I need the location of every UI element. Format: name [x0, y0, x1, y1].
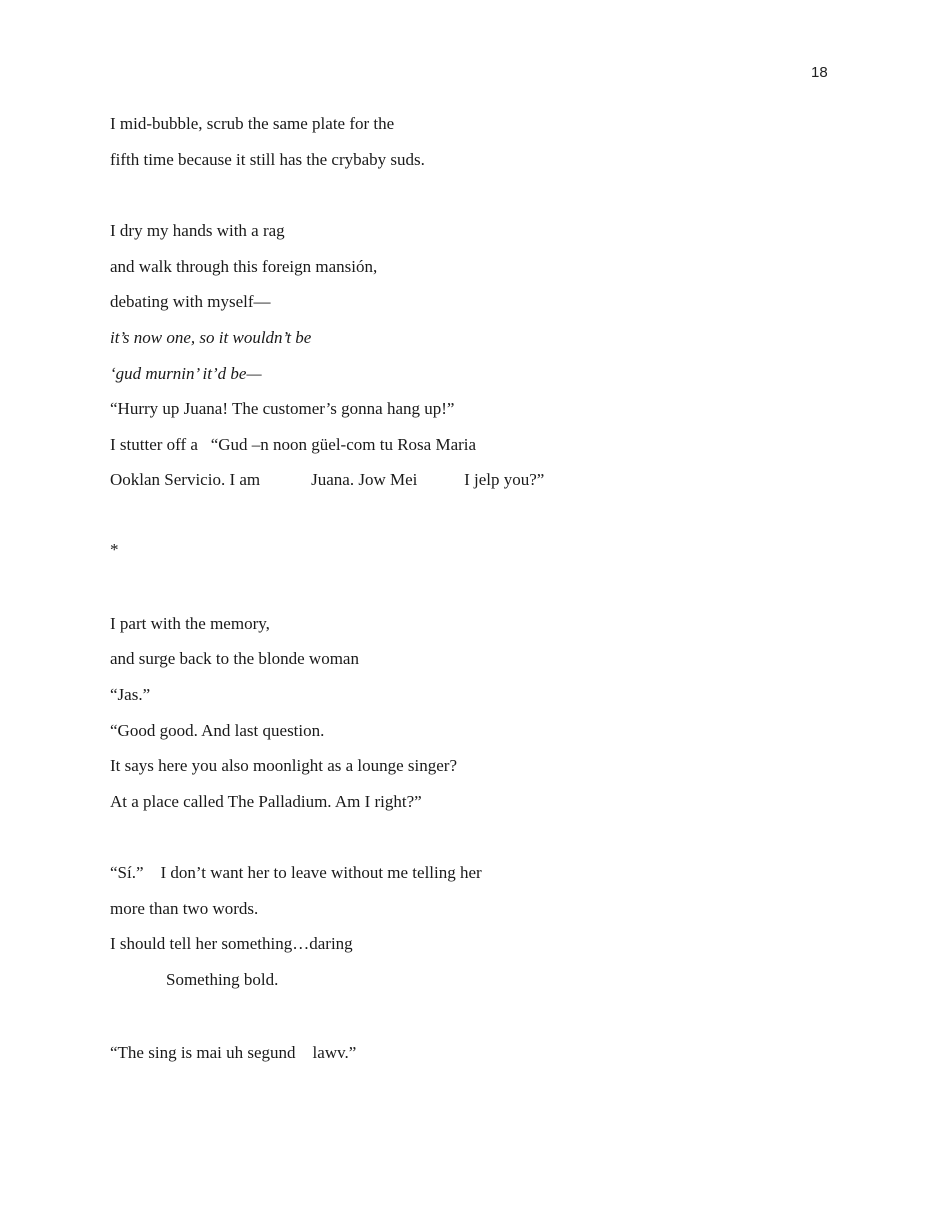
italic-text-line: ‘gud murnin’ it’d be— — [110, 364, 262, 383]
text-line: I mid-bubble, scrub the same plate for the — [110, 114, 395, 133]
text-line: At a place called The Palladium. Am I right?” — [110, 792, 422, 811]
text-line: I should tell her something…daring — [110, 934, 353, 953]
text-line: debating with myself— — [110, 292, 271, 311]
text-line: and walk through this foreign mansión, — [110, 257, 378, 276]
text-line: “Sí.” I don’t want her to leave without me telling her — [110, 863, 482, 882]
text-line: It says here you also moonlight as a lounge singer? — [110, 756, 458, 775]
text-line: “Hurry up Juana! The customer’s gonna hang up!” — [110, 399, 455, 418]
italic-text-line: it’s now one, so it wouldn’t be — [110, 328, 312, 347]
text-line: I part with the memory, — [110, 614, 270, 633]
text-line: “Good good. And last question. — [110, 721, 325, 740]
text-line: and surge back to the blonde woman — [110, 649, 359, 668]
page-number: 18 — [811, 64, 828, 81]
section-break-asterisk: * — [110, 540, 119, 559]
indented-text-line: Something bold. — [166, 970, 279, 989]
text-line: I dry my hands with a rag — [110, 221, 285, 240]
text-line: more than two words. — [110, 899, 259, 918]
text-line: fifth time because it still has the crybaby suds. — [110, 150, 425, 169]
text-line: “The sing is mai uh segund lawv.” — [110, 1043, 357, 1062]
text-line: I stutter off a “Gud –n noon güel-com tu Rosa Maria — [110, 435, 477, 454]
text-line: Ooklan Servicio. I am Juana. Jow Mei I jelp you?” — [110, 470, 545, 489]
text-line: “Jas.” — [110, 685, 151, 704]
